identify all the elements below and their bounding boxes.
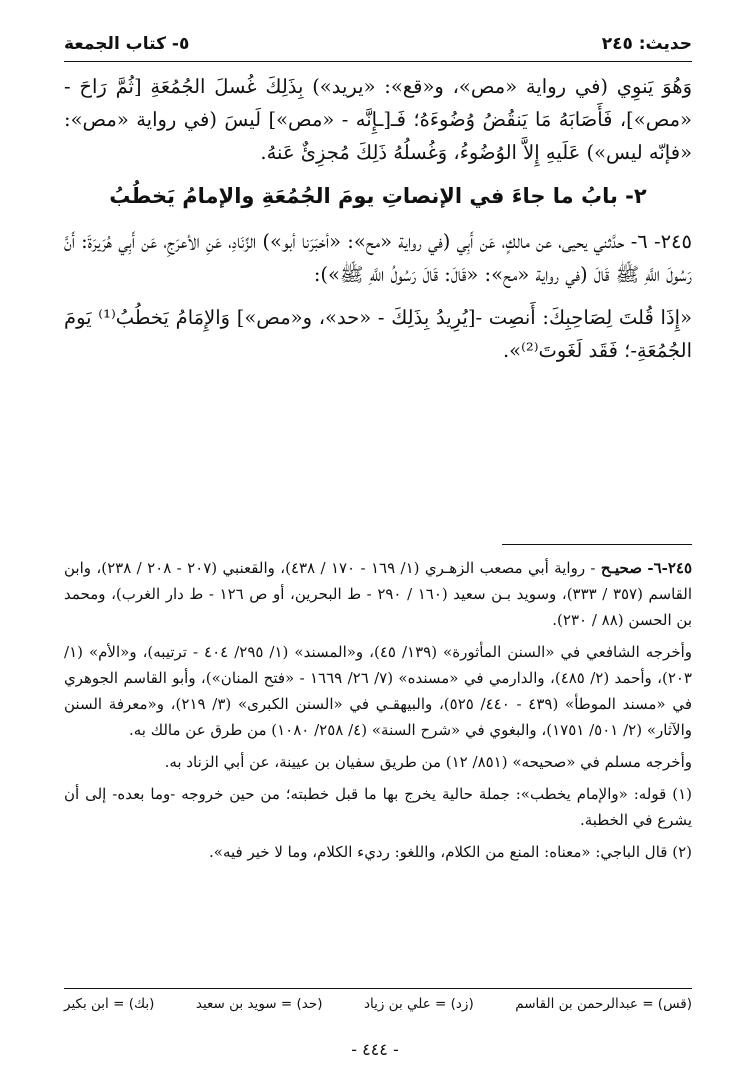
chapter-heading: ٢- بابُ ما جاءَ في الإنصاتِ يومَ الجُمُعَةِ والإمامُ يَخطُبُ <box>109 184 647 208</box>
footnote-2: (٢) قال الباجي: «معناه: المنع من الكلام، واللغو: رديء الكلام، وما لا خير فيه». <box>209 843 692 861</box>
abbreviations-legend <box>64 996 692 1012</box>
abbr-bk: (بك) = ابن بكير <box>64 996 155 1012</box>
header-rule <box>64 61 692 62</box>
hadith-isnad: ٢٤٥- ٦- حدَّثني يحيى، عن مالكٍ، عَن أَبِي (في رواية «مح»: «أخبَرَنا أبو») الزِّنَادِ، عَنِ الأعرَجِ، عَن أَبِي هُرَيرَةَ: أَنَّ رَسُولَ اللَّهِ ﷺ قَالَ (في رواية «مح»: «قَالَ: قَالَ رَسُولُ اللَّهِ ﷺ»): <box>64 230 692 286</box>
abbr-hd: (حد) = سويد بن سعيد <box>195 996 323 1012</box>
takhrij-grade: صحيـح <box>600 559 642 577</box>
abbr-qs: (قس) = عبدالرحمن بن القاسم <box>515 996 692 1012</box>
main-text <box>64 70 692 367</box>
abbr-zd: (زد) = علي بن زياد <box>363 996 474 1012</box>
hadith-reference: حديث: ٢٤٥ <box>601 34 692 54</box>
hadith-matn: «إِذَا قُلتَ لِصَاحِبِكَ: أَنصِت -[يُرِيدُ بِذَلِكَ - «حد»، و«مص»] وَالإِمَامُ يَخطُبُ⁽¹⁾ يَومَ الجُمُعَةِ-؛ فَقَد لَغَوتَ⁽²⁾». <box>64 306 693 362</box>
book-title: ٥- كتاب الجمعة <box>64 34 190 54</box>
running-header <box>64 30 692 58</box>
takhrij-paragraph-3: وأخرجه مسلم في «صحيحه» (٨٥١/ ١٢) من طريق سفيان بن عيينة، عن أبي الزناد به. <box>164 753 692 771</box>
takhrij-paragraph-2: وأخرجه الشافعي في «السنن المأثورة» (١٣٩/ ٤٥)، و«المسند» (١/ ٢٩٥/ ٤٠٤ - ترتيبه)، و«الأم» (١/ ٢٠٣)، وأحمد (٢/ ٤٨٥)، والدارمي في «مسنده» (٧/ ٢٦/ ١٦٦٩ - «فتح المنان»)، وأبو القاسم الجوهري في «مسند الموطأ» (٤٣٩ - ٤٤٠/ ٥٢٥)، والبيهقـي في «السنن الكبرى» (٣/ ٢١٩)، و«معرفة السنن والآثار» (٢/ ٥٠١/ ١٧٥١)، والبغوي في «شرح السنة» (٤/ ٢٥٨/ ١٠٨٠) من طرق عن مالك به. <box>64 643 692 739</box>
intro-paragraph: وَهُوَ يَنوِي (في رواية «مص»، و«قع»: «يريد») بِذَلِكَ غُسلَ الجُمُعَةِ [ثُمَّ رَاحَ - «مص»]، فَأَصَابَهُ مَا يَنقُضُ وُضُوءَهُ؛ فَـ[ـإِنَّه - «مص»] لَيسَ (في رواية «مص»: «فإنّه ليس») عَلَيهِ إِلاَّ الوُضُوءُ، وَغُسلُهُ ذَلِكَ مُجزِئٌ عَنهُ. <box>64 75 692 164</box>
takhrij-paragraph-1 <box>64 555 692 633</box>
footer-rule <box>64 988 692 989</box>
notes-section <box>64 544 692 871</box>
page-number: - ٤٤٤ - <box>351 1040 399 1059</box>
footnote-1: (١) قوله: «والإمام يخطب»: جملة حالية يخرج بها ما قبل خطبته؛ من حين خروجه -وما بعده- إلى أن يشرع في الخطبة. <box>64 785 692 829</box>
notes-separator <box>502 544 692 545</box>
takhrij-label: ٢٤٥-٦- <box>647 559 693 577</box>
takhrij-text: - رواية أبي مصعب الزهـري (١/ ١٦٩ - ١٧٠ / ٤٣٨)، والقعنبي (٢٠٧ - ٢٠٨ / ٢٣٨)، وابن القاسم (٣٥٧ / ٣٣٣)، وسويد بـن سعيد (١٦٠ / ٢٩٠ - ط البحرين، أو ص ١٢٦ - ط دار الغرب)، ومحمد بن الحسن (٨٨ / ٢٣٠). <box>64 559 692 629</box>
